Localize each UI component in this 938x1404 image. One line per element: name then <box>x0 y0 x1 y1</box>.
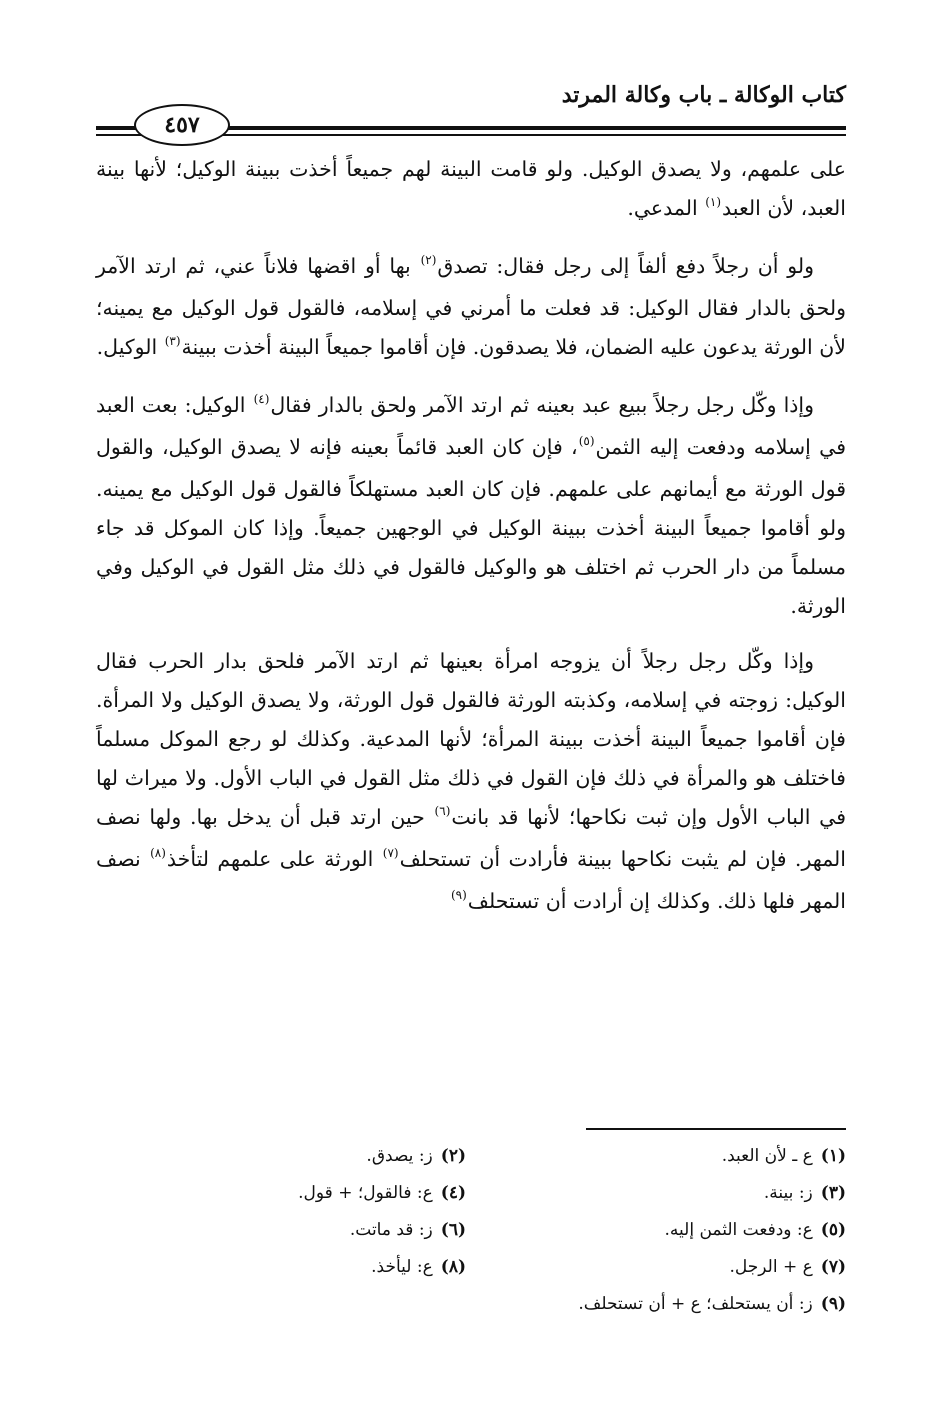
footnote-number: (٦) <box>440 1220 466 1240</box>
footnote-marker: (٥) <box>578 434 595 448</box>
footnote-item <box>466 1175 846 1212</box>
paragraph <box>96 642 846 924</box>
paragraph <box>96 247 846 370</box>
footnote-text: ز: بينة. <box>763 1183 813 1203</box>
footnote-text: ع: ودفعت الثمن إليه. <box>664 1220 813 1240</box>
footnote-item <box>466 1138 846 1175</box>
running-title: كتاب الوكالة ـ باب وكالة المرتد <box>561 82 846 108</box>
footnote-number: (٩) <box>820 1294 846 1314</box>
footnote-text: ع: ليأخذ. <box>371 1257 433 1277</box>
footnote-marker: (١) <box>705 195 722 209</box>
footnote-number: (٢) <box>440 1146 466 1166</box>
footnote-separator <box>586 1128 846 1130</box>
footnote-number: (٣) <box>820 1183 846 1203</box>
paragraph <box>96 150 846 231</box>
footnote-number: (١) <box>820 1146 846 1166</box>
footnote-number: (٤) <box>440 1183 466 1203</box>
footnote-item <box>466 1249 846 1286</box>
page-number: ٤٥٧ <box>164 112 200 138</box>
footnote-marker: (٢) <box>420 253 437 267</box>
footnotes <box>96 1138 846 1323</box>
footnote-text: ز: أن يستحلف؛ ع + أن تستحلف. <box>578 1294 813 1314</box>
footnote-marker: (٣) <box>164 334 181 348</box>
text-run: وإذا وكّل رجل رجلاً أن يزوجه امرأة بعينها ثم ارتد الآمر فلحق بدار الحرب فقال الوكيل: زوجته في إسلامه، وكذبته الورثة فالقول قول الورثة، ولا يصدق الوكيل ولا المرأة. فإن أقاموا جميعاً البينة أخذت ببينة المرأة؛ لأنها المدعية. وكذلك لو رجع الموكل مسلماً فاختلف هو والمرأة في ذلك فإن القول في ذلك مثل القول في الباب الأول. ولا ميراث لها في الباب الأول وإن ثبت نكاحها؛ لأنها قد بانت <box>96 649 847 829</box>
text-run: ولو أن رجلاً دفع ألفاً إلى رجل فقال: تصدق <box>437 254 814 278</box>
footnote-text: ع ـ لأن العبد. <box>721 1146 813 1166</box>
paragraph <box>96 386 846 626</box>
text-run: نصف المهر فلها ذلك. وكذلك إن أرادت أن تستحلف <box>96 847 846 913</box>
footnote-text: ع: فالقول؛ + قول. <box>298 1183 433 1203</box>
text-run: ، فإن كان العبد قائماً بعينه فإنه لا يصدق الوكيل، والقول قول الورثة مع أيمانهم على علمهم. فإن كان العبد مستهلكاً فالقول قول الوكيل مع يمينه. ولو أقاموا جميعاً البينة أخذت ببينة الوكيل في الوجهين جميعاً. وإذا كان الموكل قد جاء مسلماً من دار الحرب ثم اختلف هو والوكيل فالقول في ذلك مثل القول في الوكيل وفي الورثة. <box>96 435 846 618</box>
text-run: بها أو اقضها فلاناً عني، ثم ارتد الآمر ولحق بالدار فقال الوكيل: قد فعلت ما أمرني في إسلامه، فالقول قول الوكيل مع يمينه؛ لأن الورثة يدعون عليه الضمان، فلا يصدقون. فإن أقاموا جميعاً البينة أخذت ببينة <box>96 254 846 359</box>
footnote-item <box>96 1249 466 1286</box>
footnote-item <box>466 1286 846 1323</box>
footnote-marker: (٤) <box>253 392 270 406</box>
footnote-item <box>466 1212 846 1249</box>
footnote-text: ز: قد ماتت. <box>349 1220 433 1240</box>
footnote-item <box>96 1212 466 1249</box>
footnote-marker: (٦) <box>434 804 451 818</box>
footnote-marker: (٧) <box>382 846 399 860</box>
page-header <box>96 76 846 136</box>
footnote-marker: (٨) <box>150 846 166 860</box>
text-run: الوكيل. <box>96 335 164 359</box>
footnote-item <box>96 1175 466 1212</box>
footnote-number: (٧) <box>820 1257 846 1277</box>
text-run: على علمهم، ولا يصدق الوكيل. ولو قامت البينة لهم جميعاً أخذت ببينة الوكيل؛ لأنها بينة العبد، لأن العبد <box>96 157 846 220</box>
footnote-marker: (٩) <box>450 888 467 902</box>
text-run: الورثة على علمهم لتأخذ <box>166 847 382 871</box>
text-run: حين ارتد قبل أن يدخل بها. ولها نصف المهر. فإن لم يثبت نكاحها ببينة فأرادت أن تستحلف <box>96 805 847 871</box>
body-text <box>96 150 846 940</box>
page-number-badge <box>134 104 230 146</box>
footnote-text: ز: يصدق. <box>366 1146 433 1166</box>
footnote-number: (٨) <box>440 1257 466 1277</box>
text-run: وإذا وكّل رجل رجلاً ببيع عبد بعينه ثم ارتد الآمر ولحق بالدار فقال <box>270 393 814 417</box>
footnote-number: (٥) <box>820 1220 846 1240</box>
footnote-text: ع + الرجل. <box>729 1257 813 1277</box>
text-run: المدعي. <box>627 196 705 220</box>
footnote-item <box>96 1138 466 1175</box>
text-run: الوكيل: بعت العبد في إسلامه ودفعت إليه الثمن <box>96 393 846 459</box>
